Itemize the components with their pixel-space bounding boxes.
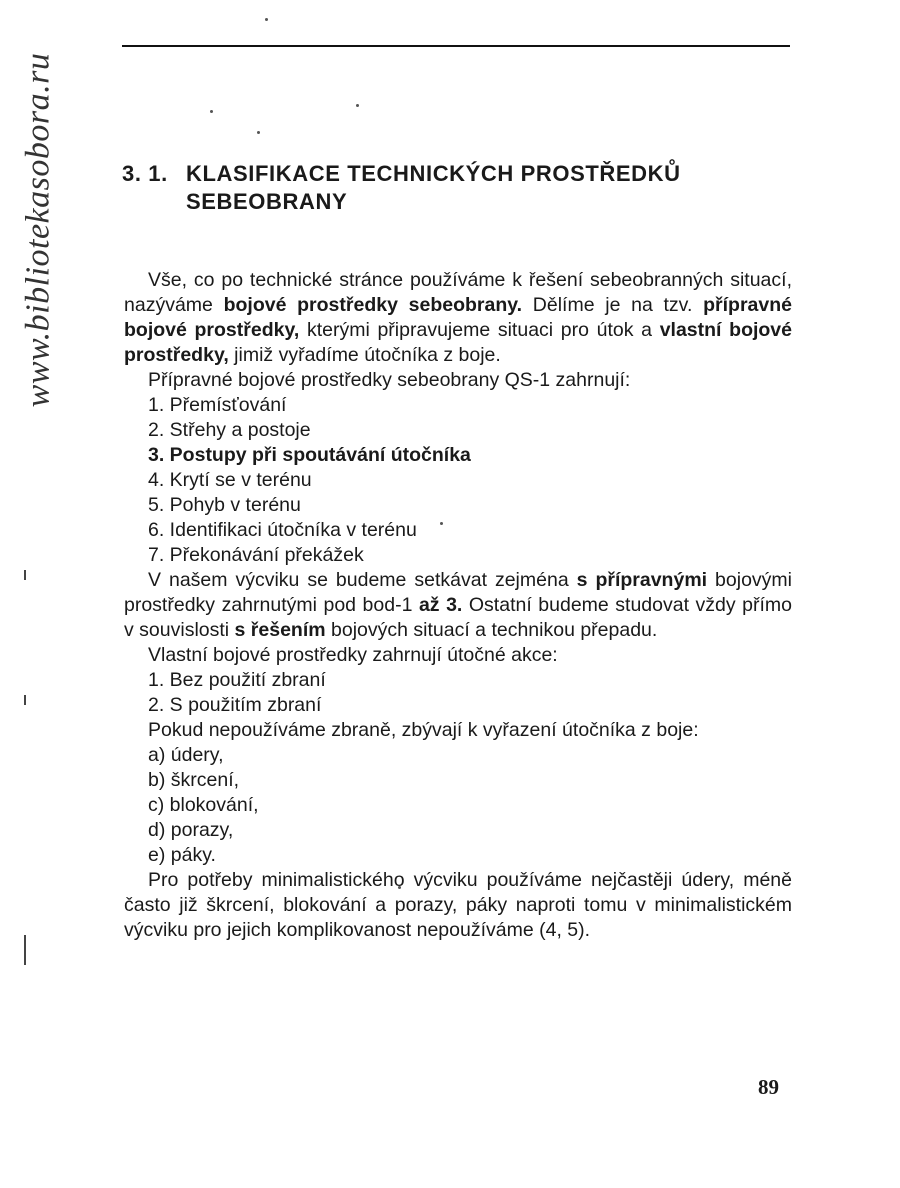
list-item: 4. Krytí se v terénu (148, 469, 312, 491)
list-item: 6. Identifikaci útočníka v terénu (148, 519, 417, 541)
list-item: 1. Přemísťování (148, 394, 287, 416)
list-item: 7. Překonávání překážek (148, 544, 364, 566)
list-item: b) škrcení, (148, 769, 240, 791)
paragraph-2: Přípravné bojové prostředky sebeobrany QS-1 zahrnují: (148, 369, 631, 391)
paragraph-4: Vlastní bojové prostředky zahrnují útočné akce: (148, 644, 558, 666)
list-item: d) porazy, (148, 819, 234, 841)
bold-term: s řešením (234, 619, 326, 641)
bold-term: bojové prostředky sebeobrany. (223, 294, 523, 316)
list-item: 2. Střehy a postoje (148, 419, 311, 441)
list-item: a) údery, (148, 744, 224, 766)
scan-speck (257, 131, 260, 134)
text-run: kterými připravujeme situaci pro útok a (299, 319, 660, 341)
section-heading (122, 160, 802, 216)
paragraph-1 (124, 268, 792, 368)
top-rule (122, 45, 790, 47)
scan-mark (24, 935, 26, 965)
bold-term: vlastní bojové prostředky, (124, 319, 792, 366)
text-run: V našem výcviku se budeme setkávat zejména (148, 569, 577, 591)
scan-speck (210, 110, 213, 113)
list-preparatory-means (124, 393, 792, 568)
scan-mark (24, 570, 26, 580)
text-run: Vše, co po technické stránce používáme k řešení sebeobranných situací, nazýváme (124, 269, 792, 316)
page-number: 89 (758, 1075, 779, 1099)
watermark (8, 20, 68, 440)
list-item: 3. Postupy při spoutávání útočníka (148, 444, 471, 466)
paragraph-5: Pokud nepoužíváme zbraně, zbývají k vyřazení útočníka z boje: (148, 719, 699, 741)
bold-term: až 3. (418, 594, 463, 616)
list-item: 2. S použitím zbraní (148, 694, 322, 716)
scan-speck (356, 104, 359, 107)
list-item: c) blokování, (148, 794, 259, 816)
list-techniques (124, 743, 792, 868)
list-own-means (124, 668, 792, 718)
scan-mark (24, 695, 26, 705)
text-run: Dělíme je na tzv. (522, 294, 704, 316)
list-item: e) páky. (148, 844, 216, 866)
section-title-line1: KLASIFIKACE TECHNICKÝCH PROSTŘEDKŮ (186, 161, 681, 186)
watermark-text: www.bibliotekasobora.ru (19, 52, 57, 408)
text-run: bojových situací a technikou přepadu. (325, 619, 658, 641)
paragraph-3 (124, 568, 792, 643)
section-number: 3. 1. (122, 161, 168, 186)
list-item: 1. Bez použití zbraní (148, 669, 326, 691)
paragraph-6: Pro potřeby minimalistického výcviku používáme nejčastěji údery, méně často již škrcení, blokování a porazy, páky naproti tomu v minimalistickém výcviku pro jejich komplikovanost nepoužíváme (4, 5). (124, 869, 792, 941)
text-run: bojovými prostředky zahrnutými pod bod-1 (124, 569, 792, 616)
text-run: Ostatní budeme studovat vždy přímo v souvislosti (124, 594, 793, 641)
list-item: 5. Pohyb v terénu (148, 494, 301, 516)
section-title-line2: SEBEOBRANY (186, 189, 348, 214)
body-text (124, 268, 792, 943)
bold-term: s přípravnými (576, 569, 708, 591)
text-run: jimiž vyřadíme útočníka z boje. (228, 344, 501, 366)
scan-speck (265, 18, 268, 21)
bold-term: přípravné bojové prostředky, (124, 294, 792, 341)
